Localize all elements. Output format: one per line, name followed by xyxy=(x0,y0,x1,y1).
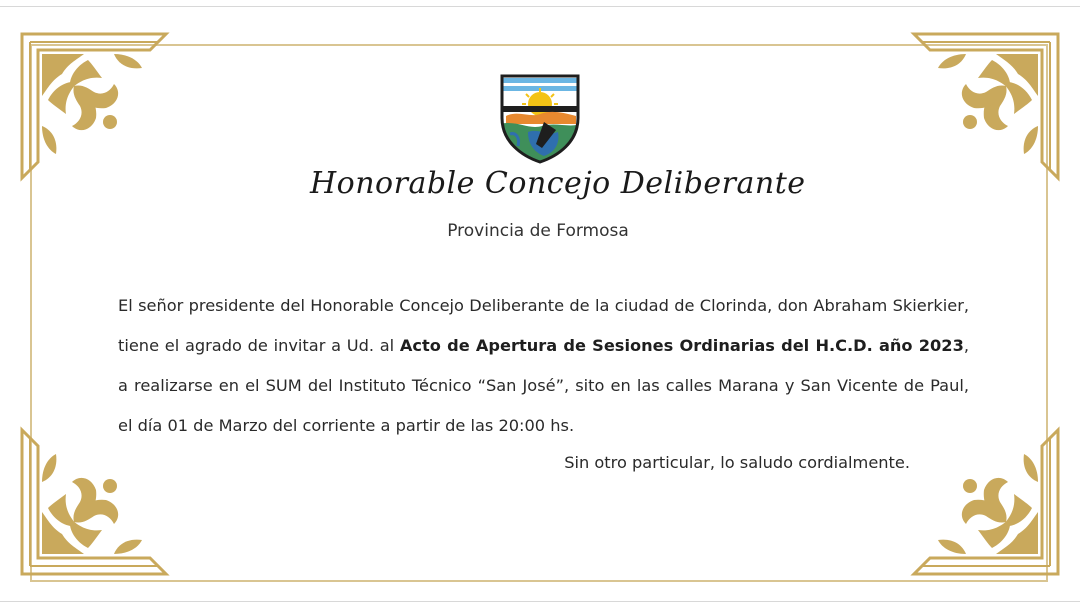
corner-ornament-top-right-icon xyxy=(910,30,1062,182)
event-name: Acto de Apertura de Sesiones Ordinarias del H.C.D. año 2023 xyxy=(399,336,964,355)
corner-ornament-bottom-left-icon xyxy=(18,426,170,578)
bottom-divider xyxy=(0,601,1080,602)
invitation-text-details: , a realizarse en el SUM del Instituto Técnico “San José”, sito en las calles Marana y San Vicente de Paul, el día 01 de Marzo del corriente a partir de las 20:00 hs. xyxy=(118,336,969,435)
municipal-crest-icon xyxy=(498,72,582,164)
corner-ornament-top-left-icon xyxy=(18,30,170,182)
invitation-body xyxy=(118,286,969,446)
corner-ornament-bottom-right-icon xyxy=(910,426,1062,578)
invitation-text-intro: El señor presidente del Honorable Concejo Deliberante de la ciudad de Clorinda, don Abraham Skierkier, tiene el agrado de invitar a Ud. al xyxy=(118,296,969,355)
institution-name: Honorable Concejo Deliberante xyxy=(310,166,806,201)
top-divider xyxy=(0,6,1080,7)
province-name: Provincia de Formosa xyxy=(447,221,629,241)
closing-salutation: Sin otro particular, lo saludo cordialmente. xyxy=(564,453,910,472)
